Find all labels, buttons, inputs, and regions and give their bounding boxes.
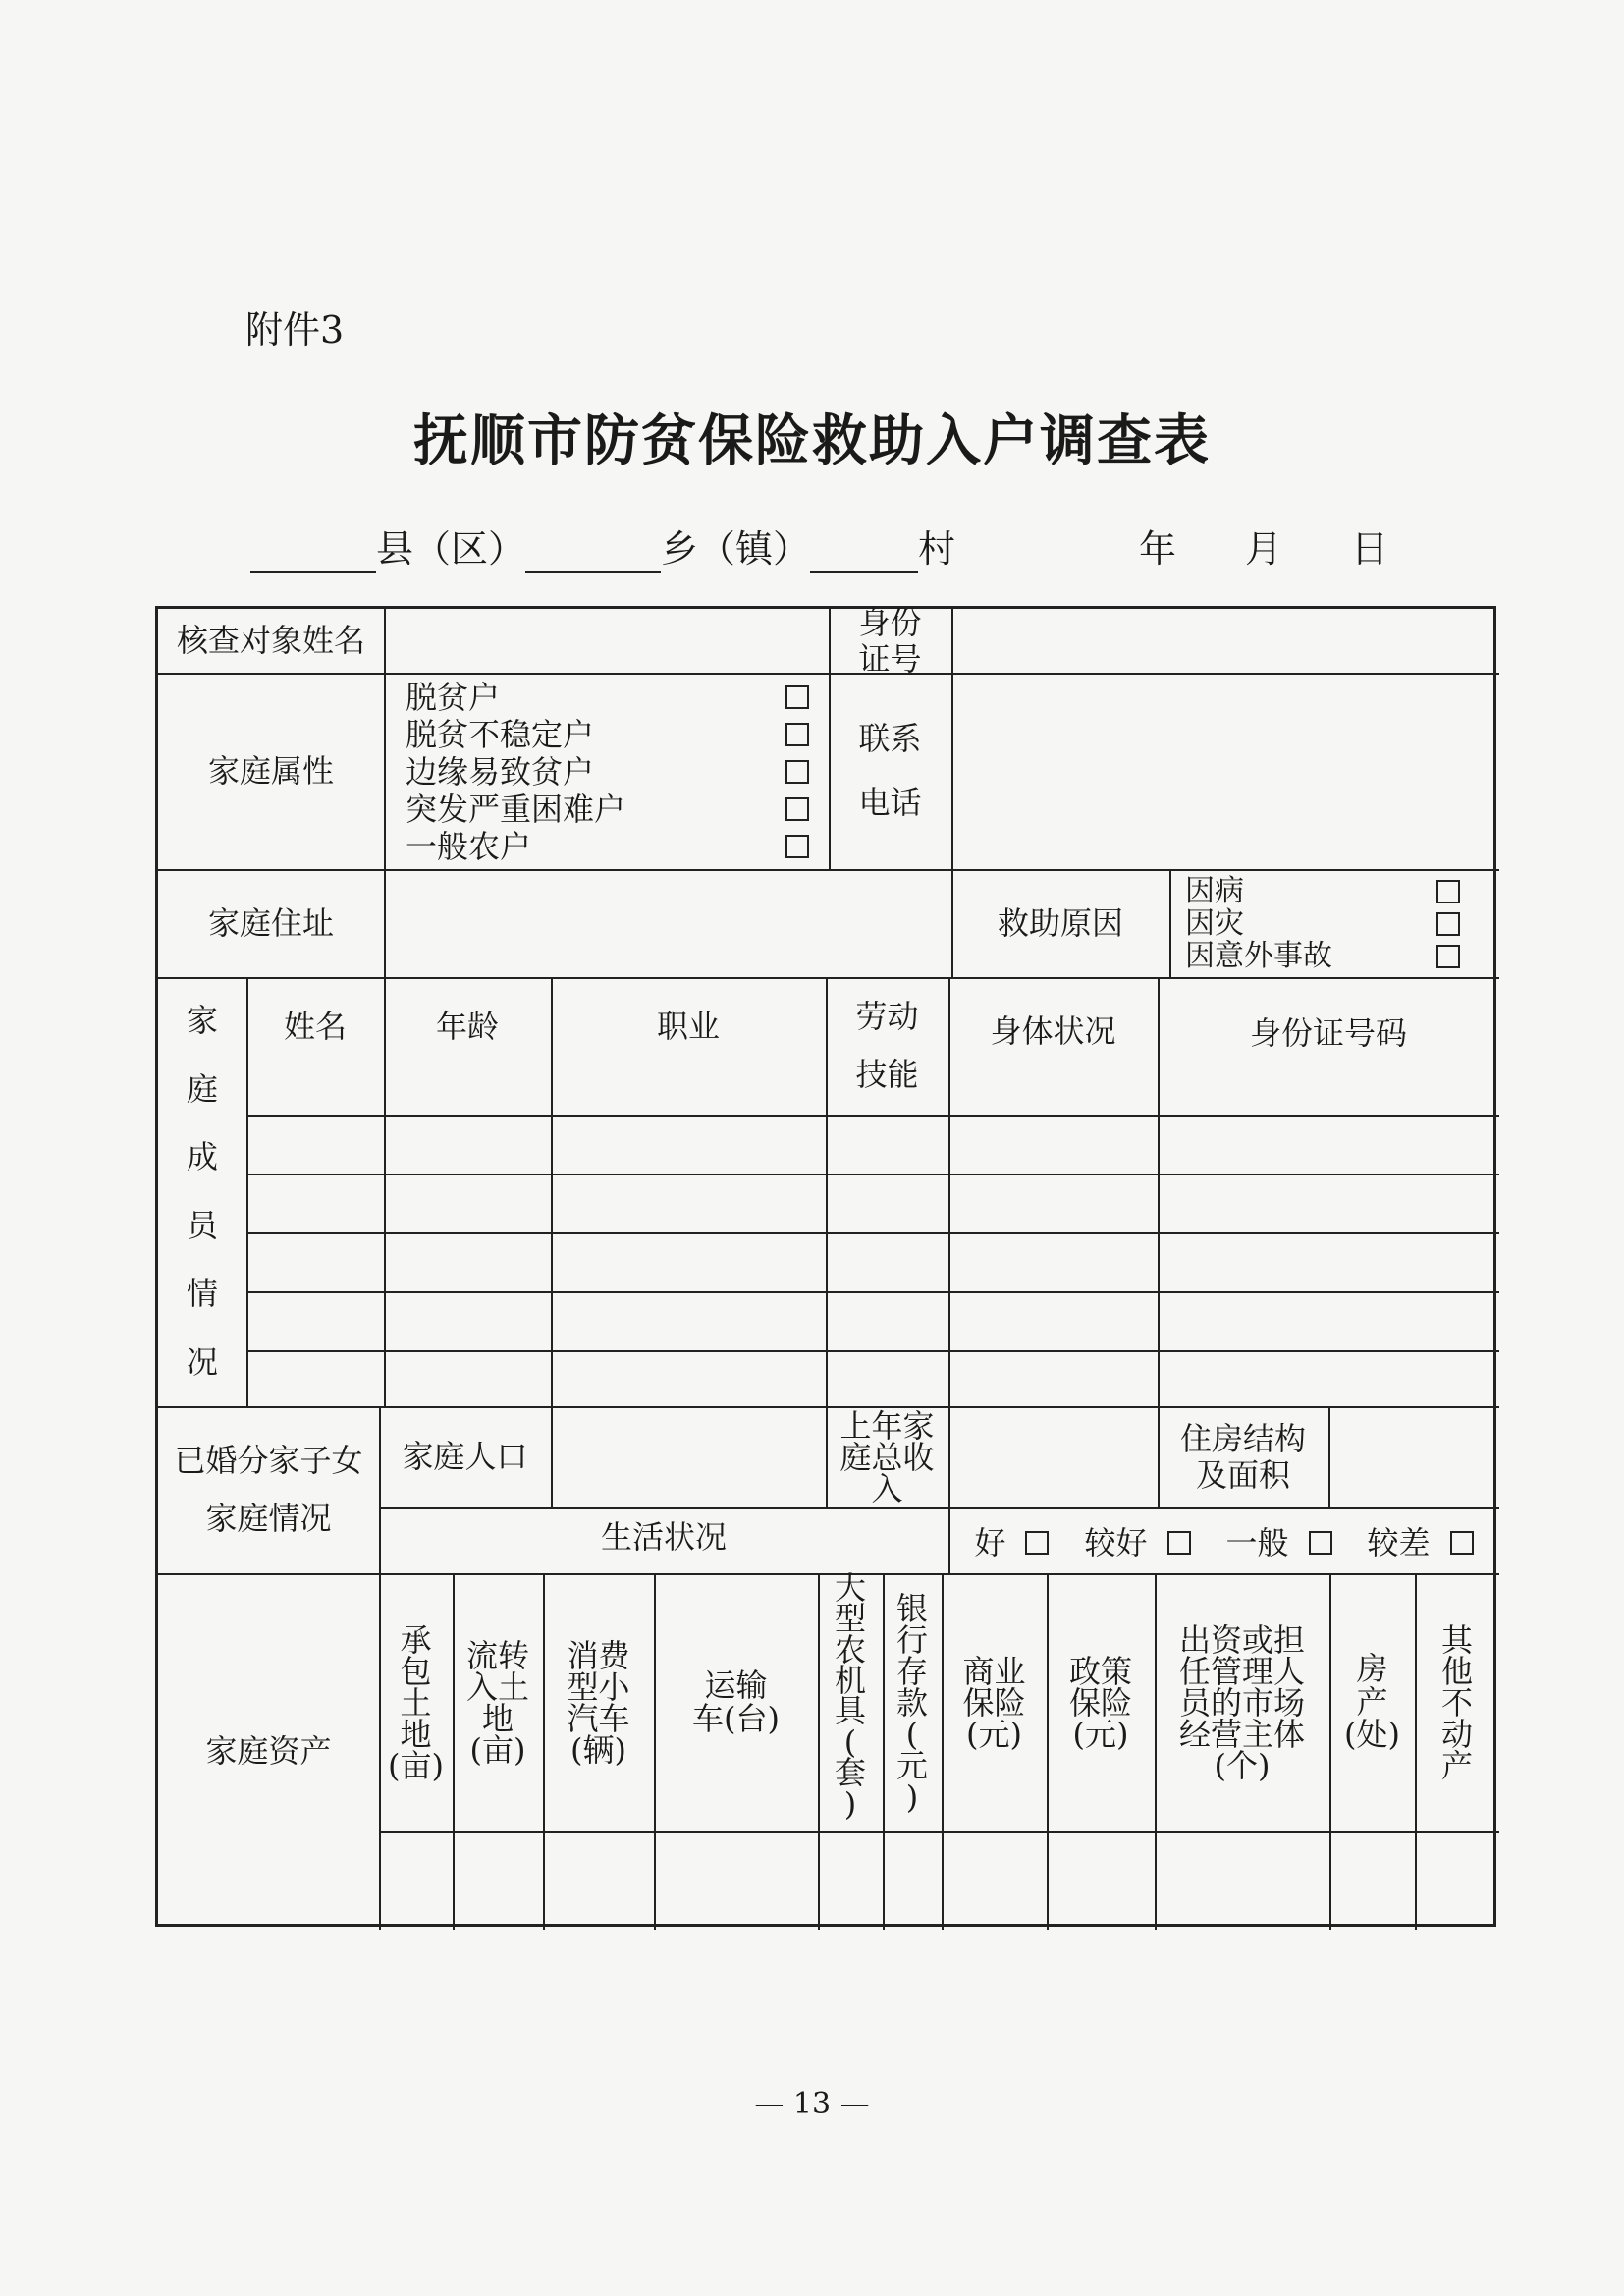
day-label: 日 [1351, 527, 1389, 571]
member-skill-header: 劳动 技能 [855, 998, 919, 1093]
survey-form-table [155, 603, 1496, 1927]
income-label: 上年家 庭总收 入 [839, 1406, 935, 1507]
attr-option-label: 突发严重困难户 [406, 790, 626, 828]
reason-checkbox[interactable] [1436, 945, 1460, 968]
member-age-header: 年龄 [435, 1007, 499, 1045]
form-title: 抚顺市防贫保险救助入户调查表 [413, 409, 1211, 473]
housing-label: 住房结构 及面积 [1179, 1419, 1306, 1494]
aid-reason-label: 救助原因 [997, 903, 1123, 942]
page-number: — 13 — [754, 2087, 870, 2121]
living-option-average: 一般 [1225, 1523, 1289, 1561]
township-label: 乡（镇） [661, 527, 811, 571]
attr-option-label: 边缘易致贫户 [406, 752, 595, 791]
id-number-field[interactable] [953, 609, 1499, 673]
id-number-label: 身份 证号 [858, 603, 922, 678]
county-label: 县（区） [376, 527, 526, 571]
asset-truck-header: 运输 车(台) [692, 1666, 780, 1737]
attr-checkbox[interactable] [785, 797, 809, 821]
asset-other-realestate-header: 其 他 不 动 产 [1440, 1620, 1473, 1784]
living-status-label: 生活状况 [600, 1517, 727, 1556]
asset-deposit-header: 银 行 存 款 ( 元 ) [895, 1589, 928, 1816]
asset-land-header: 承 包 土 地 (亩) [388, 1620, 444, 1784]
asset-transfer-land-header: 流转 入土 地 (亩) [465, 1636, 529, 1769]
family-pop-field[interactable] [553, 1408, 826, 1507]
members-label: 家 庭 成 员 情 况 [186, 1002, 218, 1381]
contact-label: 联系 电话 [858, 720, 922, 821]
contact-field[interactable] [953, 675, 1499, 869]
date-line [1139, 519, 1457, 573]
asset-market-entity-header: 出资或担 任管理人 员的市场 经营主体 (个) [1178, 1620, 1305, 1784]
reason-option-label: 因病 [1185, 873, 1244, 908]
family-attr-label: 家庭属性 [207, 751, 334, 790]
reason-option-label: 因意外事故 [1185, 938, 1332, 973]
asset-car-header: 消费 型小 汽车 (辆) [567, 1636, 630, 1769]
attr-option-label: 脱贫户 [406, 678, 501, 716]
attr-checkbox[interactable] [785, 760, 809, 784]
family-attr-options [386, 675, 829, 869]
member-health-header: 身体状况 [990, 1011, 1116, 1050]
living-checkbox[interactable] [1025, 1531, 1049, 1555]
family-pop-label: 家庭人口 [402, 1438, 528, 1476]
reason-checkbox[interactable] [1436, 880, 1460, 903]
location-line [250, 519, 955, 573]
member-id-header: 身份证号码 [1249, 1014, 1407, 1053]
reason-checkbox[interactable] [1436, 912, 1460, 936]
living-checkbox[interactable] [1450, 1531, 1474, 1555]
living-option-fair: 较好 [1084, 1523, 1148, 1561]
month-label: 月 [1245, 527, 1283, 571]
aid-reason-options [1171, 871, 1499, 977]
living-option-good: 好 [974, 1523, 1006, 1561]
county-blank[interactable] [250, 533, 376, 573]
asset-commercial-insurance-header: 商业 保险 (元) [962, 1652, 1026, 1753]
attachment-label: 附件3 [245, 308, 345, 352]
target-name-label: 核查对象姓名 [176, 622, 365, 660]
attr-option-label: 一般农户 [406, 827, 532, 865]
attr-option-label: 脱贫不稳定户 [406, 715, 595, 753]
asset-policy-insurance-header: 政策 保险 (元) [1068, 1652, 1132, 1753]
living-option-poor: 较差 [1367, 1523, 1431, 1561]
attr-checkbox[interactable] [785, 835, 809, 858]
housing-field[interactable] [1330, 1408, 1499, 1507]
married-children-label: 已婚分家子女 家庭情况 [174, 1442, 363, 1537]
income-field[interactable] [950, 1408, 1158, 1507]
assets-label: 家庭资产 [205, 1732, 332, 1771]
living-status-options [948, 1512, 1499, 1573]
member-name-header: 姓名 [283, 1007, 347, 1045]
attr-checkbox[interactable] [785, 723, 809, 746]
living-checkbox[interactable] [1167, 1531, 1191, 1555]
reason-option-label: 因灾 [1185, 905, 1244, 941]
target-name-field[interactable] [386, 609, 829, 673]
address-field[interactable] [386, 871, 951, 977]
village-blank[interactable] [810, 533, 918, 573]
township-blank[interactable] [525, 533, 661, 573]
asset-machine-header: 大 型 农 机 具 ( 套 ) [834, 1569, 866, 1823]
year-label: 年 [1139, 527, 1177, 571]
asset-house-header: 房 产 (处) [1344, 1650, 1400, 1754]
member-job-header: 职业 [656, 1007, 720, 1045]
village-label: 村 [918, 527, 956, 571]
living-checkbox[interactable] [1309, 1531, 1332, 1555]
attr-checkbox[interactable] [785, 685, 809, 709]
address-label: 家庭住址 [207, 903, 334, 942]
